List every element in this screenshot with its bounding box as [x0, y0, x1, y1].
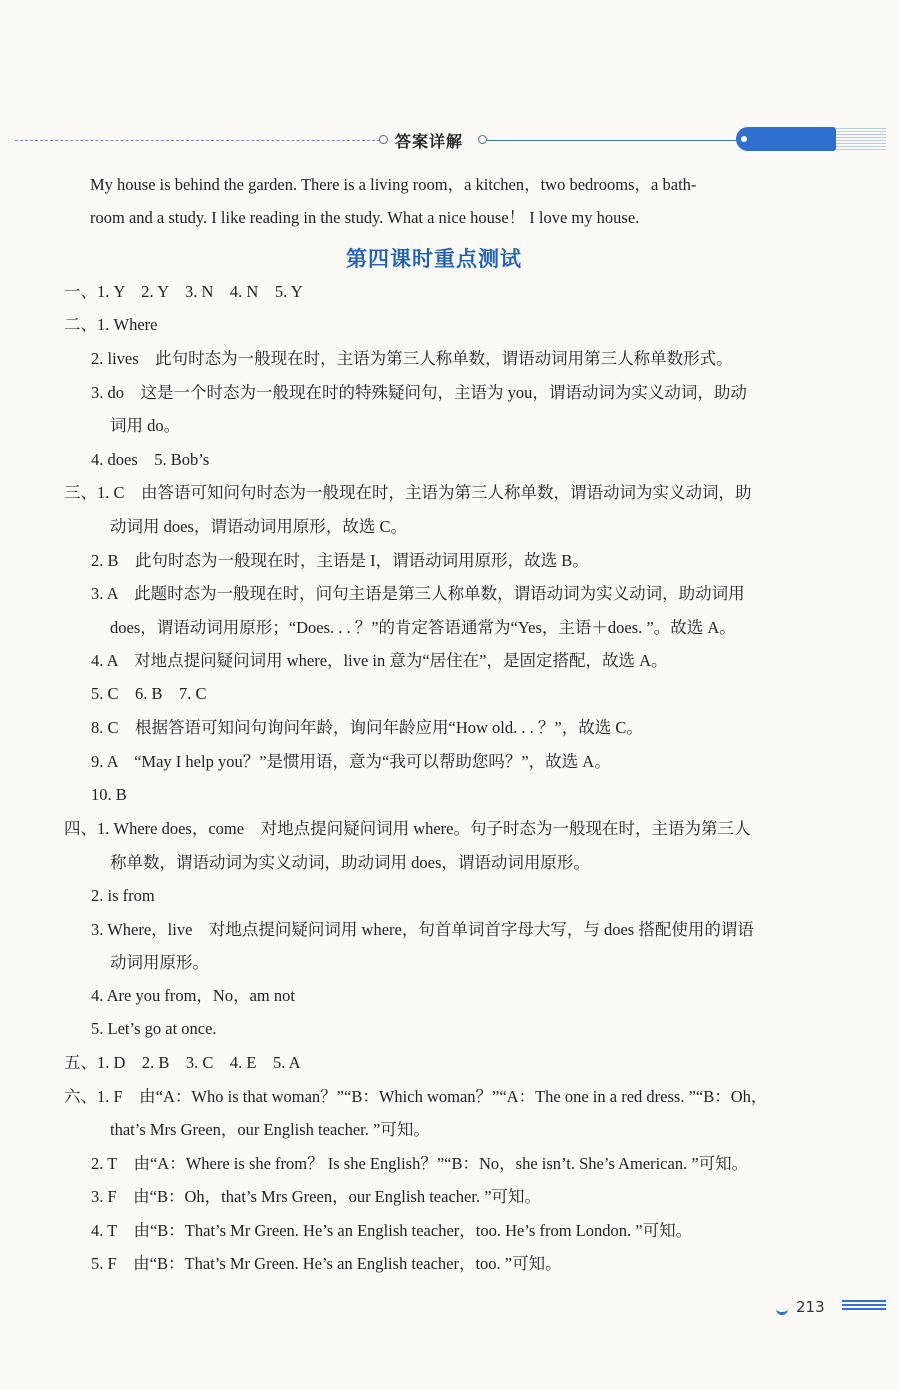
answer-line: 动词用 does，谓语动词用原形，故选 C。	[110, 517, 407, 536]
answer-line: 2. is from	[91, 886, 155, 905]
answer-line: 10. B	[91, 785, 127, 804]
header-dot-icon	[741, 136, 747, 142]
header-dotted-line	[15, 140, 380, 141]
answer-line: 三、1. C 由答语可知问句时态为一般现在时，主语为第三人称单数，谓语动词为实义动词，助	[64, 483, 752, 502]
answer-line: 一、1. Y 2. Y 3. N 4. N 5. Y	[64, 282, 303, 301]
answer-line: 2. T 由“A：Where is she from？ Is she English？”“B：No，she isn’t. She’s American. ”可知。	[91, 1154, 749, 1173]
page-header	[0, 120, 900, 160]
answer-line: 5. F 由“B：That’s Mr Green. He’s an English teacher，too. ”可知。	[91, 1254, 562, 1273]
passage-line: My house is behind the garden. There is a living room，a kitchen，two bedrooms，a bath-	[90, 175, 697, 194]
answer-line: 称单数，谓语动词为实义动词，助动词用 does，谓语动词用原形。	[110, 853, 590, 872]
answer-line: does，谓语动词用原形；“Does. . . ？”的肯定答语通常为“Yes，主语＋does. ”。故选 A。	[110, 618, 736, 637]
answer-line: 4. T 由“B：That’s Mr Green. He’s an English teacher，too. He’s from London. ”可知。	[91, 1221, 693, 1240]
header-title: 答案详解	[395, 132, 464, 151]
header-stripes	[836, 128, 886, 150]
answer-line: 词用 do。	[110, 416, 181, 435]
answer-line: 六、1. F 由“A：Who is that woman？”“B：Which woman？”“A：The one in a red dress. ”“B：Oh，	[64, 1087, 768, 1106]
header-ring-icon	[478, 135, 487, 144]
answer-line: 4. Are you from，No，am not	[91, 986, 295, 1005]
answer-line: 2. lives 此句时态为一般现在时，主语为第三人称单数，谓语动词用第三人称单数形式。	[91, 349, 733, 368]
header-bar	[736, 127, 836, 151]
answer-line: 8. C 根据答语可知问句询问年龄，询问年龄应用“How old. . . ？”，故选 C。	[91, 718, 643, 737]
header-ring-icon	[379, 135, 388, 144]
answer-line: 5. C 6. B 7. C	[91, 684, 207, 703]
answer-line: 2. B 此句时态为一般现在时，主语是 I，谓语动词用原形，故选 B。	[91, 551, 589, 570]
answer-line: 动词用原形。	[110, 953, 209, 972]
answer-line: 3. A 此题时态为一般现在时，问句主语是第三人称单数，谓语动词为实义动词，助动词用	[91, 584, 745, 603]
answer-line: 3. F 由“B：Oh，that’s Mrs Green，our English teacher. ”可知。	[91, 1187, 542, 1206]
answer-line: 3. do 这是一个时态为一般现在时的特殊疑问句，主语为 you，谓语动词为实义动词，助动	[91, 383, 747, 402]
passage-line: room and a study. I like reading in the study. What a nice house！ I love my house.	[90, 208, 640, 227]
answer-line: 4. does 5. Bob’s	[91, 450, 210, 469]
page-number-stripes	[842, 1300, 886, 1310]
answer-line: that’s Mrs Green，our English teacher. ”可知。	[110, 1120, 430, 1139]
header-line	[487, 140, 737, 141]
page-number: 213	[796, 1298, 825, 1316]
answer-line: 3. Where，live 对地点提问疑问词用 where，句首单词首字母大写，与 does 搭配使用的谓语	[91, 920, 754, 939]
answer-line: 5. Let’s go at once.	[91, 1019, 217, 1038]
page-number-deco-icon	[776, 1304, 788, 1315]
answer-line: 四、1. Where does，come 对地点提问疑问词用 where。句子时态为一般现在时，主语为第三人	[64, 819, 751, 838]
answer-line: 五、1. D 2. B 3. C 4. E 5. A	[64, 1053, 301, 1072]
section-title: 第四课时重点测试	[346, 247, 522, 271]
answer-line: 4. A 对地点提问疑问词用 where，live in 意为“居住在”，是固定搭配，故选 A。	[91, 651, 668, 670]
answer-line: 9. A “May I help you？”是惯用语，意为“我可以帮助您吗？”，故选 A。	[91, 752, 611, 771]
answer-line: 二、1. Where	[64, 315, 158, 334]
